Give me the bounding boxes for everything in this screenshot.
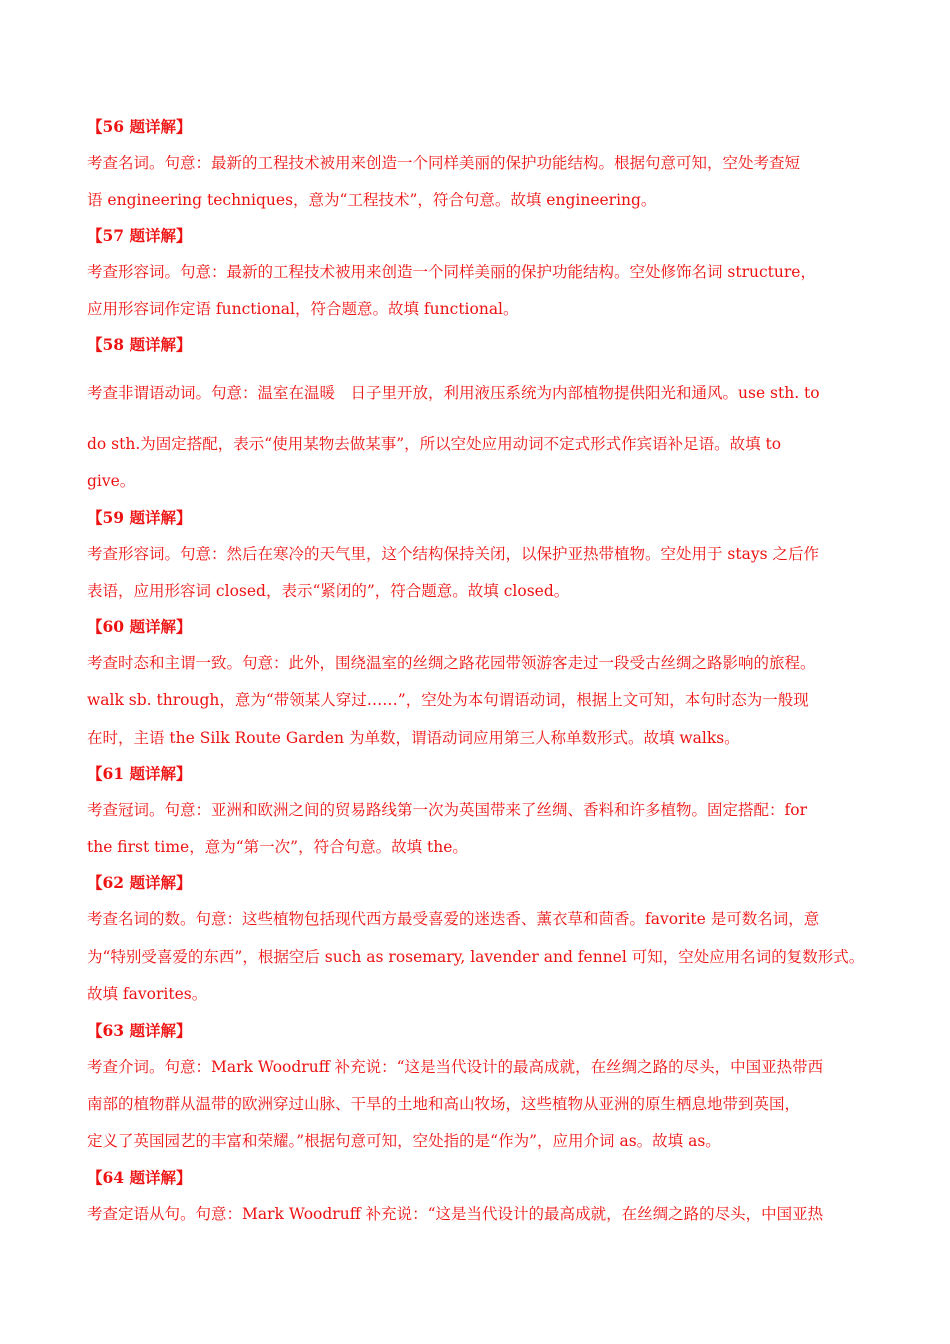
section-heading-59: 【59 题详解】 — [87, 508, 192, 527]
explanation-line: 考查名词的数。句意：这些植物包括现代西方最受喜爱的迷迭香、薰衣草和茴香。favorite 是可数名词，意 — [87, 910, 820, 928]
explanation-line: 考查名词。句意：最新的工程技术被用来创造一个同样美丽的保护功能结构。根据句意可知，空处考查短 — [87, 154, 801, 172]
explanation-line: 考查形容词。句意：然后在寒冷的天气里，这个结构保持关闭，以保护亚热带植物。空处用于 stays 之后作 — [87, 545, 819, 563]
section-heading-63: 【63 题详解】 — [87, 1021, 192, 1040]
explanation-line: 应用形容词作定语 functional，符合题意。故填 functional。 — [87, 300, 519, 318]
explanation-line: 为“特别受喜爱的东西”，根据空后 such as rosemary, lavender and fennel 可知，空处应用名词的复数形式。 — [87, 948, 865, 966]
explanation-line: do sth.为固定搭配，表示“使用某物去做某事”，所以空处应用动词不定式形式作宾语补足语。故填 to — [87, 435, 782, 453]
explanation-line: 定义了英国园艺的丰富和荣耀。”根据句意可知，空处指的是“作为”，应用介词 as。故填 as。 — [87, 1132, 721, 1150]
explanation-line: 考查非谓语动词。句意：温室在温暖 日子里开放，利用液压系统为内部植物提供阳光和通风。use sth. to — [87, 384, 820, 402]
explanation-line: 表语，应用形容词 closed，表示“紧闭的”，符合题意。故填 closed。 — [87, 582, 570, 600]
explanation-line: 考查形容词。句意：最新的工程技术被用来创造一个同样美丽的保护功能结构。空处修饰名词 structure， — [87, 263, 816, 281]
explanation-line: the first time，意为“第一次”，符合句意。故填 the。 — [87, 838, 468, 856]
section-heading-62: 【62 题详解】 — [87, 873, 192, 892]
explanation-line: give。 — [87, 472, 136, 490]
explanation-line: 在时，主语 the Silk Route Garden 为单数，谓语动词应用第三人称单数形式。故填 walks。 — [87, 729, 740, 747]
explanation-line: 语 engineering techniques，意为“工程技术”，符合句意。故填 engineering。 — [87, 191, 657, 209]
explanation-line: 考查介词。句意：Mark Woodruff 补充说：“这是当代设计的最高成就，在丝绸之路的尽头，中国亚热带西 — [87, 1058, 824, 1076]
section-heading-64: 【64 题详解】 — [87, 1168, 192, 1187]
explanation-line: 考查冠词。句意：亚洲和欧洲之间的贸易路线第一次为英国带来了丝绸、香料和许多植物。固定搭配：for — [87, 801, 807, 819]
explanation-line: 南部的植物群从温带的欧洲穿过山脉、干旱的土地和高山牧场，这些植物从亚洲的原生栖息地带到英国， — [87, 1095, 801, 1113]
explanation-line: 故填 favorites。 — [87, 985, 208, 1003]
section-heading-61: 【61 题详解】 — [87, 764, 192, 783]
explanation-line: 考查定语从句。句意：Mark Woodruff 补充说：“这是当代设计的最高成就，在丝绸之路的尽头，中国亚热 — [87, 1205, 824, 1223]
explanation-line: 考查时态和主谓一致。句意：此外，围绕温室的丝绸之路花园带领游客走过一段受古丝绸之路影响的旅程。 — [87, 654, 816, 672]
section-heading-60: 【60 题详解】 — [87, 617, 192, 636]
explanation-line: walk sb. through，意为“带领某人穿过……”，空处为本句谓语动词，根据上文可知，本句时态为一般现 — [87, 691, 809, 709]
section-heading-57: 【57 题详解】 — [87, 226, 192, 245]
section-heading-58: 【58 题详解】 — [87, 335, 192, 354]
section-heading-56: 【56 题详解】 — [87, 117, 192, 136]
